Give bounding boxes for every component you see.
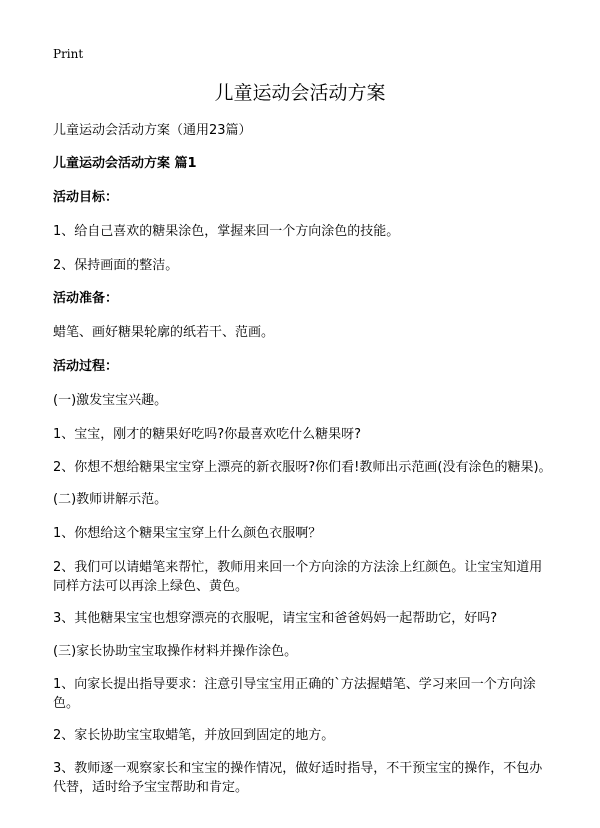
body-paragraph: 1、你想给这个糖果宝宝穿上什么颜色衣服啊？	[53, 526, 322, 541]
body-paragraph: 2、我们可以请蜡笔来帮忙，教师用来回一个方向涂的方法涂上红颜色。让宝宝知道用同样方法可以再涂上绿色、黄色。	[53, 560, 543, 594]
subtitle-paragraph: 儿童运动会活动方案（通用23篇）	[53, 123, 252, 138]
page-title: 儿童运动会活动方案	[214, 82, 386, 104]
body-paragraph: 1、给自己喜欢的糖果涂色，掌握来回一个方向涂色的技能。	[53, 224, 400, 239]
body-paragraph: 2、家长协助宝宝取蜡笔，并放回到固定的地方。	[53, 728, 335, 743]
body-paragraph: 1、向家长提出指导要求：注意引导宝宝用正确的`方法握蜡笔、学习来回一个方向涂色。	[53, 677, 536, 711]
body-paragraph: (三)家长协助宝宝取操作材料并操作涂色。	[53, 644, 298, 659]
body-paragraph: 3、教师逐一观察家长和宝宝的操作情况，做好适时指导，不干预宝宝的操作，不包办代替，适时给予宝宝帮助和肯定。	[53, 761, 543, 795]
body-paragraph: (一)激发宝宝兴趣。	[53, 393, 168, 408]
section-heading: 活动准备：	[53, 291, 119, 306]
document-body	[53, 121, 553, 797]
section-heading: 活动过程：	[53, 359, 119, 374]
body-paragraph: 蜡笔、画好糖果轮廓的纸若干、范画。	[53, 325, 275, 340]
body-paragraph: 1、宝宝，刚才的糖果好吃吗?你最喜欢吃什么糖果呀?	[53, 427, 362, 442]
body-paragraph: 2、你想不想给糖果宝宝穿上漂亮的新衣服呀?你们看!教师出示范画(没有涂色的糖果)。	[53, 460, 552, 475]
section-heading: 儿童运动会活动方案 篇1	[53, 156, 197, 171]
print-label: Print	[53, 47, 84, 61]
section-heading: 活动目标：	[53, 190, 119, 205]
body-paragraph: 2、保持画面的整洁。	[53, 258, 179, 273]
body-paragraph: 3、其他糖果宝宝也想穿漂亮的衣服呢，请宝宝和爸爸妈妈一起帮助它，好吗?	[53, 611, 498, 626]
body-paragraph: (二)教师讲解示范。	[53, 492, 168, 507]
